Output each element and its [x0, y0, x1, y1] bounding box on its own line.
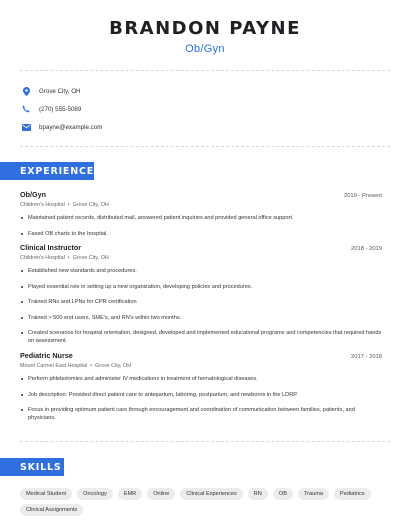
- skill-chip: Pediatrics: [334, 488, 371, 500]
- skill-chip: Trauma: [298, 488, 329, 500]
- candidate-name: BRANDON PAYNE: [109, 18, 301, 39]
- list-item: Established new standards and procedures.: [20, 267, 382, 275]
- job-title: Ob/Gyn: [20, 190, 46, 199]
- header-divider: [20, 70, 390, 71]
- envelope-icon: [21, 122, 31, 132]
- job-entry: [20, 351, 382, 430]
- job-location: Grove City, OH: [72, 202, 109, 208]
- contact-block: [21, 82, 102, 137]
- job-bullets: [20, 214, 382, 238]
- job-bullets: [20, 267, 382, 345]
- list-item: Job description: Provided direct patient care to antepartum, laboring, postpartum, and newborns in the LDRP.: [20, 391, 382, 399]
- job-dates: 2019 - Present: [343, 193, 382, 199]
- list-item: Focus in providing optimum patient care through encouragement and coordination of communication between families, patients, and physicians.: [20, 406, 382, 422]
- list-item: Perform phlebotomies and administer IV medications in treatment of hematological diseases.: [20, 375, 382, 383]
- resume-header: [0, 0, 410, 56]
- skill-chip: Clinical Assignments: [20, 504, 83, 516]
- skill-chip: EMR: [118, 488, 142, 500]
- contact-location: [21, 82, 102, 100]
- list-item: Faxed OB charts to the hospital.: [20, 230, 382, 238]
- experience-divider: [20, 441, 390, 442]
- job-organization: Mount Carmel East Hospital: [20, 363, 88, 369]
- experience-section-heading: EXPERIENCE: [0, 162, 94, 180]
- contact-phone: [21, 100, 102, 118]
- candidate-title: Ob/Gyn: [185, 43, 225, 55]
- bullet-separator: •: [90, 363, 92, 369]
- email-text: bpayne@example.com: [39, 123, 103, 131]
- contact-email: [21, 118, 102, 136]
- list-item: Created scenarios for hospital orientation, designed, developed and implemented educational programs and competencies that required hands on assessment.: [20, 329, 382, 345]
- list-item: Maintained patient records, distributed mail, answered patient inquiries and provided general office support.: [20, 214, 382, 222]
- job-dates: 2017 - 2018: [351, 354, 382, 360]
- skill-chip: Online: [147, 488, 175, 500]
- job-organization: Children's Hospital: [20, 255, 65, 261]
- job-entry: [20, 190, 382, 245]
- job-entry: [20, 243, 382, 353]
- list-item: Played essential role in setting up a new organization, developing policies and procedures.: [20, 283, 382, 291]
- skills-list: [20, 488, 390, 520]
- bullet-separator: •: [67, 202, 70, 208]
- skill-chip: Oncology: [77, 488, 113, 500]
- phone-icon: [21, 104, 31, 114]
- job-title: Clinical Instructor: [20, 243, 82, 252]
- job-dates: 2018 - 2019: [351, 246, 382, 252]
- map-pin-icon: [21, 86, 31, 96]
- contact-divider: [20, 146, 390, 147]
- job-location: Grove City, OH: [72, 255, 109, 261]
- list-item: Trained RNs and LPNs for CPR certification: [20, 298, 382, 306]
- job-organization: Children's Hospital: [20, 202, 65, 208]
- skill-chip: Medical Student: [20, 488, 72, 500]
- skill-chip: OB: [273, 488, 293, 500]
- skill-chip: Clinical Experiences: [180, 488, 242, 500]
- list-item: Trained > 500 end users, SME's, and RN's within two months.: [20, 314, 382, 322]
- skills-section-heading: SKILLS: [0, 458, 64, 476]
- location-text: Grove City, OH: [39, 87, 81, 95]
- job-title: Pediatric Nurse: [20, 351, 73, 360]
- skill-chip: RN: [248, 488, 268, 500]
- phone-text: (270) 555-5089: [39, 105, 82, 113]
- bullet-separator: •: [67, 255, 70, 261]
- job-bullets: [20, 375, 382, 422]
- job-location: Grove City, OH: [95, 363, 132, 369]
